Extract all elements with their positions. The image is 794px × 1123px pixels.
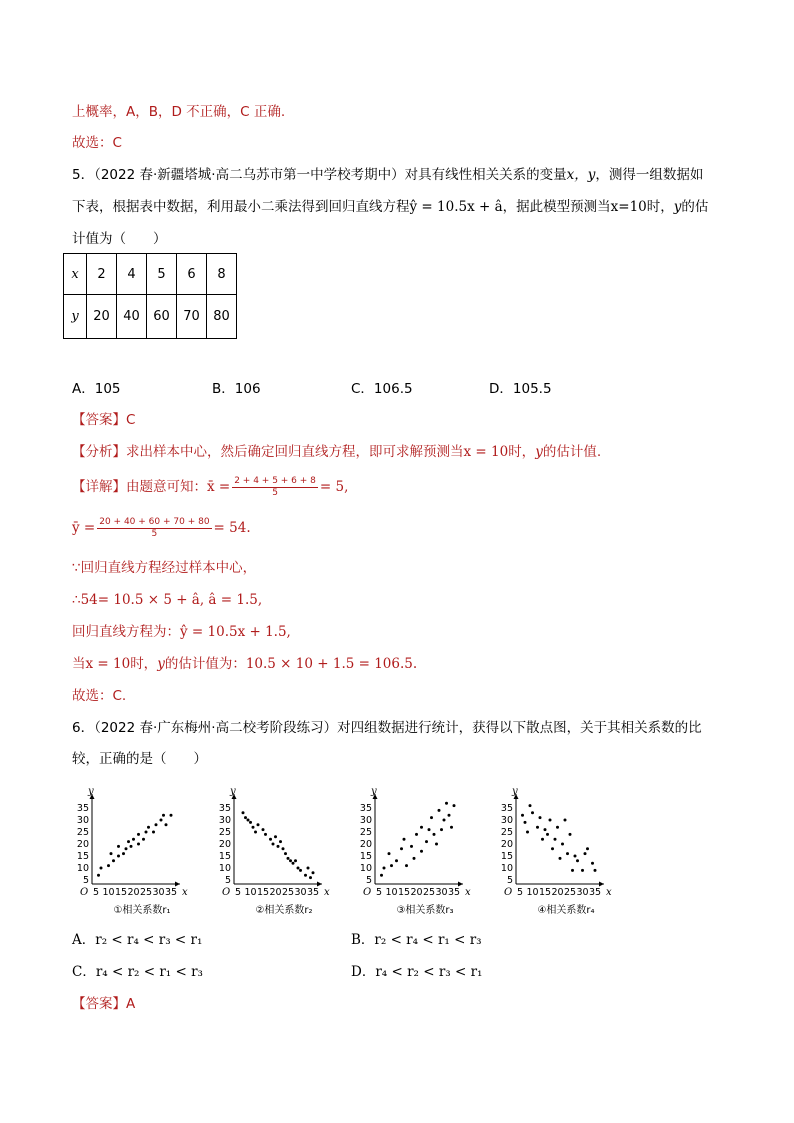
x-tick-label: 25 — [139, 887, 153, 898]
data-point — [539, 816, 542, 819]
xbar-numerator: 2 + 4 + 5 + 6 + 8 — [234, 475, 316, 486]
scatter-plot-4-svg — [494, 776, 614, 922]
x-tick-label: 15 — [256, 887, 270, 898]
ybar-fraction — [97, 517, 211, 540]
x-tick-label: 30 — [576, 887, 589, 898]
data-point — [292, 862, 295, 865]
q5-answer: 【答案】C — [72, 412, 136, 428]
y-tick-label: 25 — [359, 827, 372, 838]
x-axis-arrow — [175, 882, 180, 887]
q6-stem-line2: 较，正确的是（ ） — [72, 751, 207, 767]
q5-prediction — [72, 654, 417, 674]
data-point — [574, 855, 577, 858]
data-point — [531, 811, 534, 814]
q5-option-b[interactable]: B．106 — [212, 381, 261, 397]
data-point — [147, 826, 150, 829]
x-tick-label: 5 — [516, 887, 524, 898]
y-tick-label: 10 — [500, 863, 513, 874]
detail-intro: 由题意可知： — [126, 479, 207, 495]
q6-option-a[interactable]: A．r₂ < r₄ < r₃ < r₁ — [72, 932, 203, 948]
y-tick-label: 10 — [76, 863, 89, 874]
scatter-plot-3-svg — [353, 776, 473, 922]
data-point — [448, 814, 451, 817]
data-point — [249, 821, 252, 824]
data-point — [569, 833, 572, 836]
table-row-x — [64, 254, 237, 295]
data-point — [413, 857, 416, 860]
xbar-value: = 5, — [319, 479, 349, 495]
data-point — [526, 831, 529, 834]
data-point — [453, 804, 456, 807]
pred-mid2: 的估计值为： — [164, 656, 246, 672]
data-point — [137, 843, 140, 846]
q5-regression-eq: ŷ = 10.5x + â — [409, 199, 503, 215]
data-point — [566, 852, 569, 855]
data-point — [170, 814, 173, 817]
scatter-plot-1-svg — [70, 776, 190, 922]
data-point — [594, 869, 597, 872]
x-axis-arrow — [599, 882, 604, 887]
data-point — [284, 852, 287, 855]
data-point — [383, 867, 386, 870]
data-point — [536, 826, 539, 829]
scatter-plot-2 — [212, 776, 332, 922]
q5-vars: x，y — [566, 167, 596, 183]
data-point — [274, 835, 277, 838]
data-point — [388, 852, 391, 855]
data-point — [127, 840, 130, 843]
data-point — [435, 843, 438, 846]
ybar-denominator: 5 — [151, 528, 158, 539]
q5-option-d[interactable]: D．105.5 — [489, 381, 552, 397]
x-axis-label: x — [182, 887, 188, 898]
y-tick-label: 35 — [218, 803, 231, 814]
y-axis-label: y — [371, 786, 377, 797]
pred-pre: 当 — [72, 656, 86, 672]
data-point — [428, 828, 431, 831]
analysis-tag: 【分析】 — [72, 444, 126, 460]
data-point — [107, 864, 110, 867]
detail-tag: 【详解】 — [72, 479, 126, 495]
table-cell: 4 — [117, 254, 147, 295]
y-tick-label: 15 — [500, 851, 513, 862]
q5-detail-xbar — [72, 475, 348, 499]
prev-conclusion: 上概率，A，B，D 不正确，C 正确. — [72, 104, 286, 120]
x-tick-label: 15 — [114, 887, 128, 898]
x-tick-label: 15 — [397, 887, 411, 898]
data-point — [269, 838, 272, 841]
q5-stem-text2c: 时， — [646, 199, 674, 215]
data-point — [262, 828, 265, 831]
data-point — [299, 869, 302, 872]
x-axis-arrow — [317, 882, 322, 887]
ybar-value: = 54. — [213, 520, 251, 536]
data-point — [297, 867, 300, 870]
data-point — [529, 804, 532, 807]
data-point — [160, 819, 163, 822]
data-point — [122, 852, 125, 855]
x-tick-label: 35 — [447, 887, 461, 898]
q5-detail-ybar — [72, 516, 251, 540]
data-point — [307, 867, 310, 870]
y-tick-label: 15 — [359, 851, 372, 862]
x-tick-label: 30 — [152, 887, 165, 898]
table-x-label: x — [64, 254, 87, 295]
origin-label: O — [80, 887, 89, 898]
data-point — [551, 847, 554, 850]
x-tick-label: 10 — [244, 887, 257, 898]
data-point — [312, 871, 315, 874]
data-point — [576, 859, 579, 862]
q5-stem-text2: 下表，根据表中数据，利用最小二乘法得到回归直线方程 — [72, 199, 410, 215]
ybar-symbol: ȳ = — [72, 520, 96, 536]
data-point — [390, 864, 393, 867]
y-tick-label: 20 — [218, 839, 231, 850]
eq-line-pre: 回归直线方程为： — [72, 624, 180, 640]
table-cell: 80 — [207, 295, 237, 339]
table-cell: 8 — [207, 254, 237, 295]
y-tick-label: 25 — [500, 827, 513, 838]
q6-option-b[interactable]: B．r₂ < r₄ < r₁ < r₃ — [351, 932, 482, 948]
data-point — [162, 814, 165, 817]
data-point — [252, 826, 255, 829]
data-point — [430, 816, 433, 819]
data-point — [137, 833, 140, 836]
q6-stem-line1: 6．（2022 春·广东梅州·高二校考阶段练习）对四组数据进行统计，获得以下散点图，关于其相关系数的比 — [72, 720, 702, 736]
x-tick-label: 30 — [294, 887, 307, 898]
q5-stem-text1: 5．（2022 春·新疆塔城·高二乌苏市第一中学校考期中）对具有线性相关关系的变量 — [72, 167, 567, 183]
data-point — [132, 838, 135, 841]
data-point — [524, 821, 527, 824]
x-tick-label: 5 — [92, 887, 100, 898]
q5-option-a[interactable]: A．105 — [72, 381, 121, 397]
data-point — [433, 833, 436, 836]
data-point — [247, 819, 250, 822]
x-tick-label: 20 — [551, 887, 564, 898]
pred-mid: 时， — [130, 656, 158, 672]
eq-line: ŷ = 10.5x + 1.5, — [180, 624, 291, 640]
data-point — [254, 831, 257, 834]
y-tick-label: 20 — [76, 839, 89, 850]
y-tick-label: 25 — [218, 827, 231, 838]
y-tick-label: 20 — [359, 839, 372, 850]
pred-cond: x = 10 — [85, 656, 131, 672]
analysis-text2: 时， — [508, 444, 536, 460]
data-point — [410, 845, 413, 848]
y-tick-label: 5 — [506, 875, 513, 886]
origin-label: O — [504, 887, 513, 898]
data-point — [541, 838, 544, 841]
data-point — [244, 816, 247, 819]
y-tick-label: 25 — [76, 827, 89, 838]
y-tick-label: 5 — [365, 875, 372, 886]
data-point — [242, 811, 245, 814]
y-tick-label: 15 — [218, 851, 231, 862]
table-row-y — [64, 295, 237, 339]
data-point — [420, 826, 423, 829]
q5-stem-text2b: ，据此模型预测当 — [502, 199, 611, 215]
data-point — [257, 823, 260, 826]
y-axis-label: y — [230, 786, 236, 797]
data-point — [581, 869, 584, 872]
xbar-denominator: 5 — [272, 487, 278, 498]
pred-calc: 10.5 × 10 + 1.5 = 106.5. — [245, 656, 418, 672]
data-point — [304, 874, 307, 877]
data-point — [289, 859, 292, 862]
data-point — [445, 802, 448, 805]
x-tick-label: 15 — [538, 887, 552, 898]
data-point — [395, 859, 398, 862]
x-tick-label: 25 — [563, 887, 577, 898]
data-point — [272, 843, 275, 846]
q5-choose: 故选：C. — [72, 688, 127, 704]
y-tick-label: 5 — [82, 875, 89, 886]
q5-data-table — [63, 253, 237, 339]
data-point — [546, 833, 549, 836]
y-tick-label: 30 — [359, 815, 372, 826]
x-axis-label: x — [324, 887, 330, 898]
data-point — [425, 840, 428, 843]
analysis-text: 求出样本中心，然后确定回归直线方程，即可求解预测当 — [126, 444, 464, 460]
q5-eq-line — [72, 622, 291, 642]
data-point — [112, 859, 115, 862]
data-point — [440, 828, 443, 831]
y-axis-label: y — [512, 786, 518, 797]
data-point — [142, 838, 145, 841]
origin-label: O — [222, 887, 231, 898]
y-tick-label: 30 — [76, 815, 89, 826]
x-tick-label: 25 — [281, 887, 295, 898]
x-tick-label: 30 — [435, 887, 448, 898]
data-point — [586, 847, 589, 850]
data-point — [559, 857, 562, 860]
y-tick-label: 35 — [500, 803, 513, 814]
data-point — [521, 814, 524, 817]
data-point — [438, 809, 441, 812]
analysis-cond: x = 10 — [463, 444, 509, 460]
y-tick-label: 30 — [218, 815, 231, 826]
x-tick-label: 20 — [127, 887, 140, 898]
data-point — [420, 850, 423, 853]
data-point — [591, 862, 594, 865]
analysis-text3: 的估计值. — [542, 444, 602, 460]
q5-stem-line3: 计值为（ ） — [72, 231, 167, 247]
data-point — [294, 859, 297, 862]
q5-stem-text1-tail: ，测得一组数据如 — [595, 167, 704, 183]
data-point — [571, 869, 574, 872]
q6-option-c[interactable]: C．r₄ < r₂ < r₁ < r₃ — [72, 964, 203, 980]
plot-caption: ①相关系数r₁ — [113, 905, 171, 916]
xbar-fraction — [232, 476, 318, 499]
data-point — [549, 819, 552, 822]
q5-stem-line1 — [72, 165, 703, 185]
y-tick-label: 20 — [500, 839, 513, 850]
x-tick-label: 20 — [410, 887, 423, 898]
data-point — [130, 845, 133, 848]
q5-analysis — [72, 442, 601, 462]
q5-because: ∵回归直线方程经过样本中心， — [72, 560, 257, 576]
scatter-plot-3 — [353, 776, 473, 922]
origin-label: O — [363, 887, 372, 898]
data-point — [117, 845, 120, 848]
data-point — [117, 855, 120, 858]
x-tick-label: 10 — [385, 887, 398, 898]
y-axis-label: y — [88, 786, 94, 797]
scatter-plot-4 — [494, 776, 614, 922]
table-cell: 6 — [177, 254, 207, 295]
data-point — [584, 852, 587, 855]
data-point — [544, 828, 547, 831]
ybar-numerator: 20 + 40 + 60 + 70 + 80 — [99, 516, 210, 527]
q5-therefore: ∴54= 10.5 × 5 + â, â = 1.5, — [72, 592, 263, 608]
x-axis-arrow — [458, 882, 463, 887]
data-point — [403, 838, 406, 841]
x-tick-label: 25 — [422, 887, 436, 898]
q5-stem-text2d: 的估 — [681, 199, 709, 215]
data-point — [277, 845, 280, 848]
y-tick-label: 5 — [224, 875, 231, 886]
table-cell: 70 — [177, 295, 207, 339]
x-tick-label: 10 — [526, 887, 539, 898]
table-cell: 5 — [147, 254, 177, 295]
data-point — [415, 833, 418, 836]
x-axis-label: x — [606, 887, 612, 898]
data-point — [450, 826, 453, 829]
data-point — [145, 831, 148, 834]
q5-option-c[interactable]: C．106.5 — [351, 381, 413, 397]
data-point — [97, 874, 100, 877]
data-point — [165, 823, 168, 826]
data-point — [155, 823, 158, 826]
data-point — [100, 867, 103, 870]
table-cell: 60 — [147, 295, 177, 339]
xbar-symbol: x̄ = — [207, 479, 231, 495]
table-cell: 40 — [117, 295, 147, 339]
data-point — [564, 819, 567, 822]
q6-answer: 【答案】A — [72, 996, 136, 1012]
data-point — [561, 843, 564, 846]
table-cell: 2 — [87, 254, 117, 295]
scatter-plot-2-svg — [212, 776, 332, 922]
data-point — [279, 840, 282, 843]
data-point — [443, 819, 446, 822]
analysis-y: y — [535, 444, 543, 460]
x-tick-label: 35 — [306, 887, 320, 898]
scatter-plot-1 — [70, 776, 190, 922]
data-point — [400, 847, 403, 850]
data-point — [110, 852, 113, 855]
x-tick-label: 35 — [164, 887, 178, 898]
plot-caption: ④相关系数r₄ — [537, 905, 595, 916]
q5-cond: x=10 — [610, 199, 647, 215]
q5-stem-line2 — [72, 197, 708, 217]
data-point — [125, 847, 128, 850]
x-tick-label: 5 — [234, 887, 242, 898]
q5-y-var: y — [673, 199, 682, 215]
y-tick-label: 35 — [359, 803, 372, 814]
x-tick-label: 20 — [269, 887, 282, 898]
data-point — [309, 876, 312, 879]
prev-answer: 故选：C — [72, 135, 122, 151]
x-tick-label: 35 — [588, 887, 602, 898]
data-point — [554, 838, 557, 841]
plot-caption: ③相关系数r₃ — [396, 905, 454, 916]
pred-y: y — [157, 656, 165, 672]
data-point — [380, 874, 383, 877]
x-tick-label: 5 — [375, 887, 383, 898]
y-tick-label: 10 — [218, 863, 231, 874]
y-tick-label: 30 — [500, 815, 513, 826]
data-point — [405, 864, 408, 867]
data-point — [152, 831, 155, 834]
table-y-label: y — [64, 295, 87, 339]
y-tick-label: 15 — [76, 851, 89, 862]
plot-caption: ②相关系数r₂ — [255, 905, 313, 916]
data-point — [556, 826, 559, 829]
data-point — [287, 857, 290, 860]
table-cell: 20 — [87, 295, 117, 339]
x-axis-label: x — [465, 887, 471, 898]
data-point — [264, 833, 267, 836]
data-point — [282, 847, 285, 850]
x-tick-label: 10 — [102, 887, 115, 898]
q6-option-d[interactable]: D．r₄ < r₂ < r₃ < r₁ — [351, 964, 483, 980]
y-tick-label: 10 — [359, 863, 372, 874]
y-tick-label: 35 — [76, 803, 89, 814]
